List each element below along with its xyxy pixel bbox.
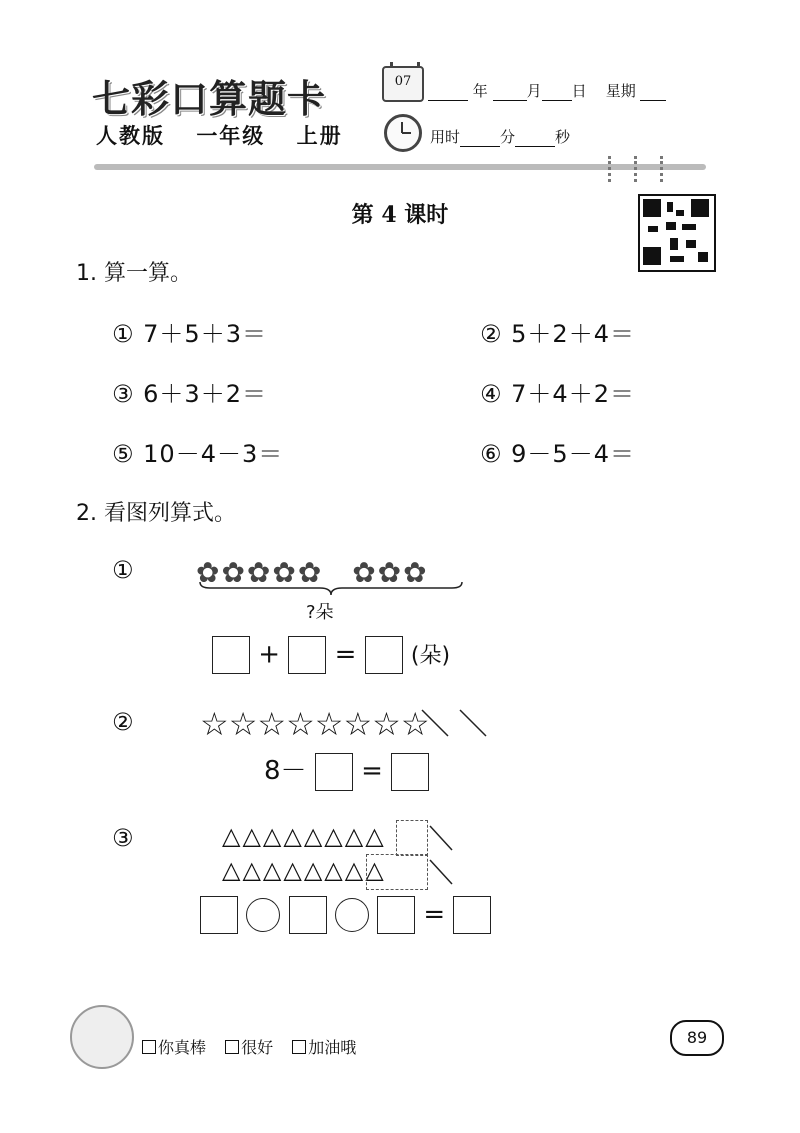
time-label: 用时	[430, 128, 461, 146]
answer-box[interactable]	[315, 753, 353, 791]
checkbox-icon[interactable]	[292, 1040, 306, 1054]
rating-label: 很好	[241, 1038, 274, 1057]
grade-label: 一年级	[196, 124, 266, 148]
edition-info	[96, 120, 365, 150]
star-icons: ☆☆☆☆☆☆☆☆	[200, 705, 430, 743]
equals-sign: =	[361, 756, 383, 786]
operator-circle[interactable]	[335, 898, 369, 932]
equals-sign: =	[334, 639, 357, 670]
exercise-2	[480, 314, 635, 349]
flower-icons-right: ✿✿✿	[352, 556, 429, 589]
month-label: 月	[526, 82, 542, 100]
calendar-icon	[382, 66, 424, 102]
qr-code-icon[interactable]	[638, 194, 716, 272]
exercise-5	[112, 434, 283, 469]
calendar-number: 07	[394, 74, 412, 89]
unit-label: (朵)	[410, 643, 451, 669]
day-label: 日	[571, 82, 587, 100]
brace-label: ?朵	[306, 602, 334, 623]
answer-box[interactable]	[377, 896, 415, 934]
exercise-4	[480, 374, 635, 409]
expression: 10－4－3＝	[143, 440, 284, 468]
exercise-6	[480, 434, 635, 469]
year-label: 年	[472, 82, 488, 100]
equation-q1	[212, 636, 450, 674]
triangle-row-1: △△△△△△△△	[222, 822, 386, 850]
expression: 6＋3＋2＝	[143, 380, 267, 408]
rating-label: 加油哦	[308, 1038, 357, 1057]
rating-option-keep-going[interactable]	[292, 1038, 356, 1057]
rating-options	[142, 1035, 370, 1058]
item-number: ①	[112, 320, 135, 348]
volume-label: 上册	[296, 124, 343, 148]
pin-icon	[608, 156, 615, 182]
flower-icons-left: ✿✿✿✿✿	[196, 556, 324, 589]
expression: 9－5－4＝	[511, 440, 635, 468]
brace-icon	[198, 580, 464, 596]
minute-label: 分	[500, 128, 516, 146]
exercise-3	[112, 374, 267, 409]
week-label: 星期	[605, 82, 636, 100]
item-number: ②	[480, 320, 503, 348]
expression: 5＋2＋4＝	[511, 320, 635, 348]
triangle-row-2: △△△△△△△△	[222, 856, 386, 884]
checkbox-icon[interactable]	[225, 1040, 239, 1054]
lesson-title: 第 4 课时	[351, 202, 449, 228]
item-number: ③	[112, 380, 135, 408]
answer-box[interactable]	[288, 636, 326, 674]
date-line	[428, 80, 666, 101]
mascot-icon	[70, 1005, 134, 1069]
rating-option-good[interactable]	[225, 1038, 273, 1057]
answer-box[interactable]	[289, 896, 327, 934]
checkbox-icon[interactable]	[142, 1040, 156, 1054]
answer-box[interactable]	[365, 636, 403, 674]
item-number: ⑤	[112, 440, 135, 468]
exercise-1	[112, 314, 267, 349]
pin-icon	[634, 156, 641, 182]
expression: 7＋4＋2＝	[511, 380, 635, 408]
item-number: ④	[480, 380, 503, 408]
rating-option-great[interactable]	[142, 1038, 206, 1057]
cross-out-marks	[420, 706, 490, 740]
dashed-group-box	[396, 820, 428, 856]
time-line	[430, 126, 570, 147]
page-number: 89	[670, 1020, 724, 1056]
question-number: ②	[112, 708, 134, 736]
answer-box[interactable]	[391, 753, 429, 791]
cross-out-marks	[426, 822, 456, 888]
answer-box[interactable]	[453, 896, 491, 934]
item-number: ⑥	[480, 440, 503, 468]
dashed-group-box	[366, 854, 428, 890]
pin-icon	[660, 156, 667, 182]
section1-title: 1. 算一算。	[76, 261, 192, 286]
question-number: ①	[112, 556, 134, 584]
equation-q3	[200, 896, 491, 934]
section2-title: 2. 看图列算式。	[76, 501, 236, 526]
brand-title: 七彩口算题卡	[92, 76, 327, 121]
clock-icon	[384, 114, 422, 152]
answer-box[interactable]	[212, 636, 250, 674]
second-label: 秒	[555, 128, 571, 146]
rating-label: 你真棒	[158, 1038, 207, 1057]
edition-label: 人教版	[96, 124, 165, 148]
plus-sign: +	[258, 639, 281, 670]
minuend: 8－	[264, 756, 307, 786]
expression: 7＋5＋3＝	[143, 320, 267, 348]
question-number: ③	[112, 824, 134, 852]
answer-box[interactable]	[200, 896, 238, 934]
equals-sign: =	[423, 899, 446, 930]
operator-circle[interactable]	[246, 898, 280, 932]
equation-q2	[264, 750, 429, 791]
